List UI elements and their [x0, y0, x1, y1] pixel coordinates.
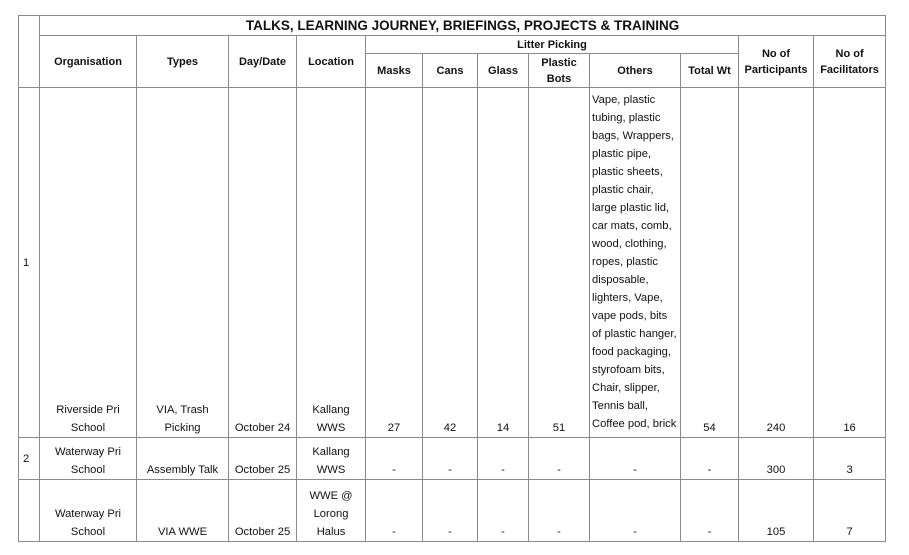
total-wt-cell: - [681, 480, 739, 542]
masks-header: Masks [366, 54, 423, 88]
date-cell: October 24 [229, 88, 297, 438]
table-row [19, 438, 886, 480]
plastic-bots-cell: 51 [529, 88, 590, 438]
row-index: 2 [19, 438, 40, 480]
participants-cell: 300 [739, 438, 814, 480]
types-cell: VIA, Trash Picking [137, 88, 229, 438]
glass-cell: - [478, 480, 529, 542]
glass-cell: - [478, 438, 529, 480]
table-row [19, 88, 886, 438]
location-cell: WWE @ Lorong Halus [297, 480, 366, 542]
row-index: 1 [19, 88, 40, 438]
glass-cell: 14 [478, 88, 529, 438]
masks-cell: - [366, 480, 423, 542]
glass-header: Glass [478, 54, 529, 88]
masks-cell: - [366, 438, 423, 480]
others-cell: - [590, 480, 681, 542]
cans-cell: 42 [423, 88, 478, 438]
others-header: Others [590, 54, 681, 88]
total-wt-cell: - [681, 438, 739, 480]
organisation-cell: Waterway Pri School [40, 438, 137, 480]
facilitators-cell: 3 [814, 438, 886, 480]
organisation-header: Organisation [40, 36, 137, 88]
table-title: TALKS, LEARNING JOURNEY, BRIEFINGS, PROJECTS & TRAINING [40, 16, 886, 36]
types-header: Types [137, 36, 229, 88]
plastic-bots-header: Plastic Bots [529, 54, 590, 88]
location-cell: Kallang WWS [297, 438, 366, 480]
location-header: Location [297, 36, 366, 88]
plastic-bots-cell: - [529, 480, 590, 542]
row-index [19, 480, 40, 542]
organisation-cell: Waterway Pri School [40, 480, 137, 542]
facilitators-header: No of Facilitators [814, 36, 886, 88]
cans-cell: - [423, 438, 478, 480]
plastic-bots-cell: - [529, 438, 590, 480]
others-cell: Vape, plastic tubing, plastic bags, Wrappers, plastic pipe, plastic sheets, plastic chair, large plastic lid, car mats, comb, wood, clothing, ropes, plastic disposable, lighters, Vape, vape pods, bits of plastic hanger, food packaging, styrofoam bits, Chair, slipper, Tennis ball, Coffee pod, brick [590, 88, 681, 438]
date-cell: October 25 [229, 480, 297, 542]
date-header: Day/Date [229, 36, 297, 88]
activities-table [18, 15, 886, 542]
types-cell: VIA WWE [137, 480, 229, 542]
cans-cell: - [423, 480, 478, 542]
types-cell: Assembly Talk [137, 438, 229, 480]
table-row [19, 480, 886, 542]
participants-header: No of Participants [739, 36, 814, 88]
litter-picking-header: Litter Picking [366, 36, 739, 54]
date-cell: October 25 [229, 438, 297, 480]
index-header [19, 36, 40, 88]
facilitators-cell: 7 [814, 480, 886, 542]
masks-cell: 27 [366, 88, 423, 438]
corner-cell [19, 16, 40, 36]
organisation-cell: Riverside Pri School [40, 88, 137, 438]
cans-header: Cans [423, 54, 478, 88]
others-cell: - [590, 438, 681, 480]
location-cell: Kallang WWS [297, 88, 366, 438]
total-wt-header: Total Wt [681, 54, 739, 88]
participants-cell: 240 [739, 88, 814, 438]
facilitators-cell: 16 [814, 88, 886, 438]
participants-cell: 105 [739, 480, 814, 542]
total-wt-cell: 54 [681, 88, 739, 438]
